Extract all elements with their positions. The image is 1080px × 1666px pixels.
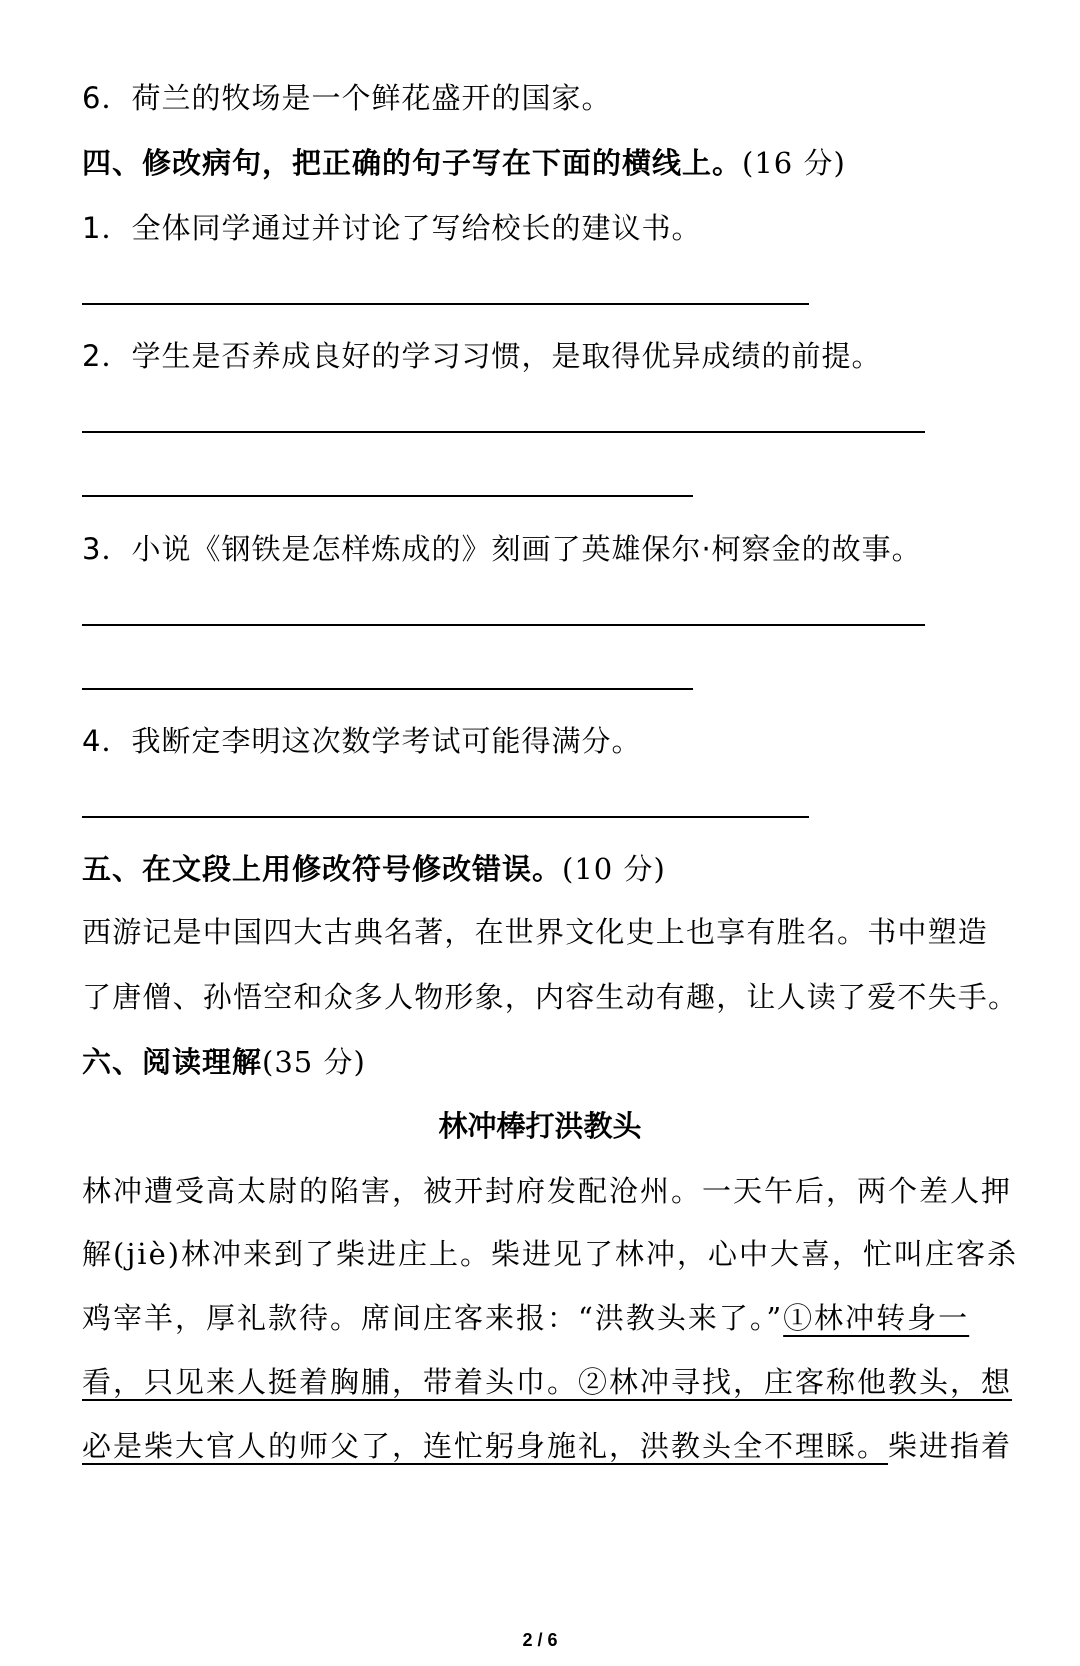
section-5-paragraph-line-2: 了唐僧、孙悟空和众多人物形象，内容生动有趣，让人读了爱不失手。 — [82, 980, 1019, 1014]
question-6: 6．荷兰的牧场是一个鲜花盛开的国家。 — [82, 81, 612, 115]
underlined-sentence-2-cont: 必是柴大官人的师父了，连忙躬身施礼，洪教头全不理睬。 — [82, 1429, 889, 1463]
page-number: 2 / 6 — [522, 1630, 558, 1650]
answer-line[interactable] — [82, 816, 809, 818]
section-6-heading — [82, 1042, 366, 1082]
section-4-question-4: 4．我断定李明这次数学考试可能得满分。 — [82, 724, 642, 758]
section-5-paragraph-line-1: 西游记是中国四大古典名著，在世界文化史上也享有胜名。书中塑造 — [82, 915, 989, 949]
section-6-title: 六、阅读理解 — [82, 1045, 263, 1079]
section-4-question-1: 1．全体同学通过并讨论了写给校长的建议书。 — [82, 211, 702, 245]
story-line-3 — [82, 1298, 969, 1338]
underlined-sentence-1: ①林冲转身一 — [783, 1301, 970, 1335]
story-line-5-text: 柴进指着 — [888, 1429, 1013, 1463]
answer-line[interactable] — [82, 303, 809, 305]
section-6-score: (35 分) — [262, 1045, 366, 1079]
section-4-question-2: 2．学生是否养成良好的学习习惯，是取得优异成绩的前提。 — [82, 339, 882, 373]
story-line-4 — [82, 1362, 1012, 1402]
answer-line[interactable] — [82, 688, 693, 690]
story-line-1: 林冲遭受高太尉的陷害，被开封府发配沧州。一天午后，两个差人押 — [82, 1174, 1013, 1208]
section-4-heading — [82, 143, 846, 183]
underlined-sentence-2: ②林冲寻找，庄客称他教头，想 — [578, 1365, 1013, 1399]
answer-line[interactable] — [82, 431, 925, 433]
answer-line[interactable] — [82, 495, 693, 497]
section-4-score: (16 分) — [742, 146, 846, 180]
story-line-5 — [82, 1426, 1012, 1466]
section-5-heading — [82, 849, 666, 889]
section-4-question-3: 3．小说《钢铁是怎样炼成的》刻画了英雄保尔·柯察金的故事。 — [82, 532, 922, 566]
underlined-sentence-1-cont: 看，只见来人挺着胸脯，带着头巾。 — [82, 1365, 579, 1399]
story-line-2: 解(jiè)林冲来到了柴进庄上。柴进见了林冲，心中大喜，忙叫庄客杀 — [82, 1237, 1019, 1271]
section-5-title: 五、在文段上用修改符号修改错误。 — [82, 852, 563, 886]
story-line-3-text: 鸡宰羊，厚礼款待。席间庄客来报：“洪教头来了。” — [82, 1301, 784, 1335]
answer-line[interactable] — [82, 624, 925, 626]
section-4-title: 四、修改病句，把正确的句子写在下面的横线上。 — [82, 146, 743, 180]
story-title: 林冲棒打洪教头 — [438, 1109, 642, 1143]
section-5-score: (10 分) — [562, 852, 666, 886]
